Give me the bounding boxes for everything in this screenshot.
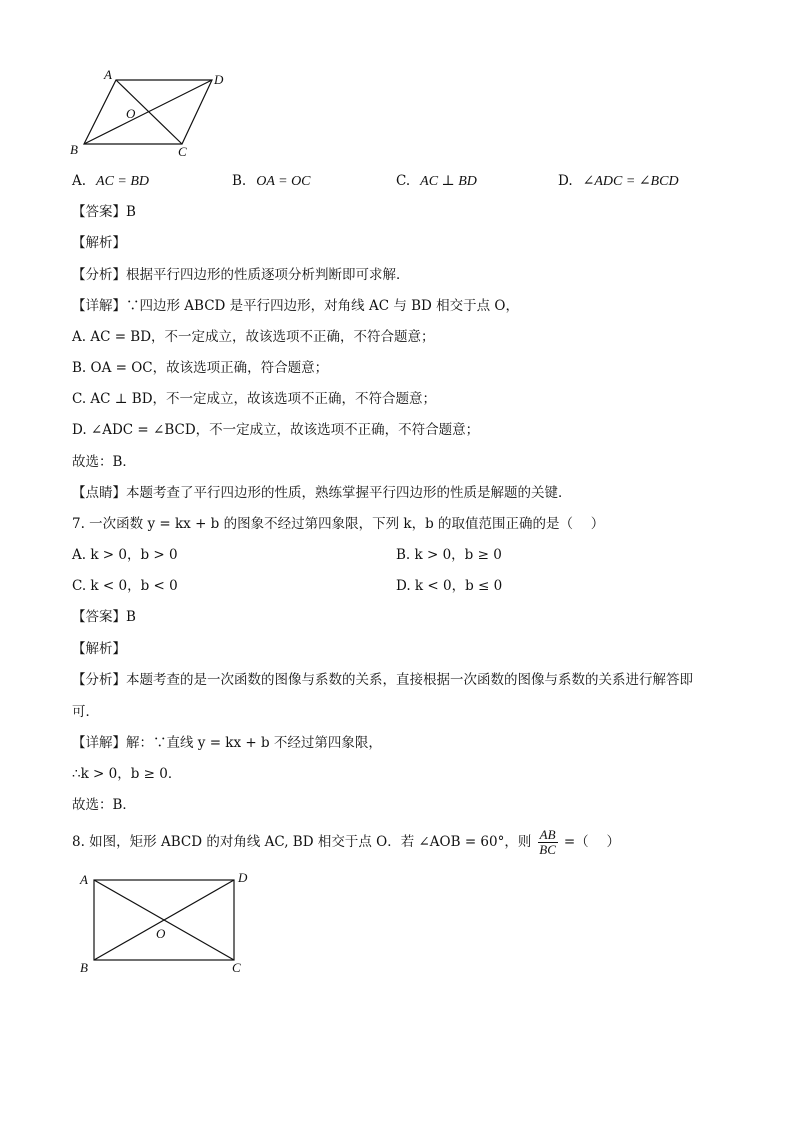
q6-detail-text: ∵四边形 ABCD 是平行四边形，对角线 AC 与 BD 相交于点 O，	[126, 298, 520, 314]
q8-stem-post: =（ ）	[563, 834, 620, 850]
q6-detail-tag: 【详解】	[72, 298, 126, 314]
q7-answer: 【答案】B	[72, 609, 136, 625]
label-A: A	[80, 872, 88, 887]
q7-option-a: A. k > 0，b > 0	[72, 547, 178, 563]
q8-stem	[72, 826, 620, 858]
ab-over-bc-fraction	[538, 828, 558, 857]
parallelogram-figure	[66, 66, 236, 160]
q7-detail: 【详解】解：∵直线 y = kx + b 不经过第四象限，	[72, 735, 382, 751]
q8-stem-pre: 8. 如图，矩形 ABCD 的对角线 AC, BD 相交于点 O．若 ∠AOB = 60°，则	[72, 834, 532, 850]
q6-dianjing: 【点睛】本题考查了平行四边形的性质，熟练掌握平行四边形的性质是解题的关键．	[72, 485, 572, 501]
label-O: O	[126, 106, 136, 121]
q6-option-a: A. AC = BD	[72, 173, 150, 189]
label-O: O	[156, 926, 166, 941]
q6-line-c: C. AC ⊥ BD，不一定成立，故该选项不正确，不符合题意；	[72, 391, 437, 407]
q6-line-d: D. ∠ADC = ∠BCD，不一定成立，故该选项不正确，不符合题意；	[72, 422, 480, 438]
q7-therefore: ∴k > 0，b ≥ 0．	[72, 766, 182, 782]
q7-option-c: C. k < 0，b < 0	[72, 578, 178, 594]
q7-fenxi-2: 可．	[72, 704, 99, 720]
q7-option-b: B. k > 0，b ≥ 0	[396, 547, 502, 563]
label-D: D	[238, 870, 248, 885]
q7-analysis-label: 【解析】	[72, 641, 126, 657]
rectangle-figure	[72, 866, 262, 980]
q6-fenxi: 【分析】根据平行四边形的性质逐项分析判断即可求解．	[72, 267, 410, 283]
q7-choose: 故选：B．	[72, 797, 136, 813]
label-A: A	[104, 67, 112, 82]
q6-option-d: D. ∠ADC = ∠BCD	[558, 173, 679, 189]
q7-stem: 7. 一次函数 y = kx + b 的图象不经过第四象限，下列 k，b 的取值范围正确的是（ ）	[72, 516, 605, 532]
label-B: B	[70, 142, 78, 157]
fraction-denominator: BC	[539, 842, 556, 857]
q7-fenxi-1: 【分析】本题考查的是一次函数的图像与系数的关系，直接根据一次函数的图像与系数的关系进行解答即	[72, 672, 693, 688]
q7-option-d: D. k < 0，b ≤ 0	[396, 578, 503, 594]
q6-option-c: C. AC ⊥ BD	[396, 173, 477, 189]
label-D: D	[214, 72, 224, 87]
q6-analysis-label: 【解析】	[72, 235, 126, 251]
q6-detail	[72, 297, 519, 315]
q6-line-b: B. OA = OC，故该选项正确，符合题意；	[72, 360, 329, 376]
label-C: C	[232, 960, 241, 975]
q6-answer: 【答案】B	[72, 204, 136, 220]
q6-option-b: B. OA = OC	[232, 173, 311, 189]
label-B: B	[80, 960, 88, 975]
fraction-numerator: AB	[539, 827, 556, 842]
label-C: C	[178, 144, 187, 159]
q6-line-a: A. AC = BD，不一定成立，故该选项不正确，不符合题意；	[72, 329, 435, 345]
q6-choose: 故选：B．	[72, 454, 136, 470]
